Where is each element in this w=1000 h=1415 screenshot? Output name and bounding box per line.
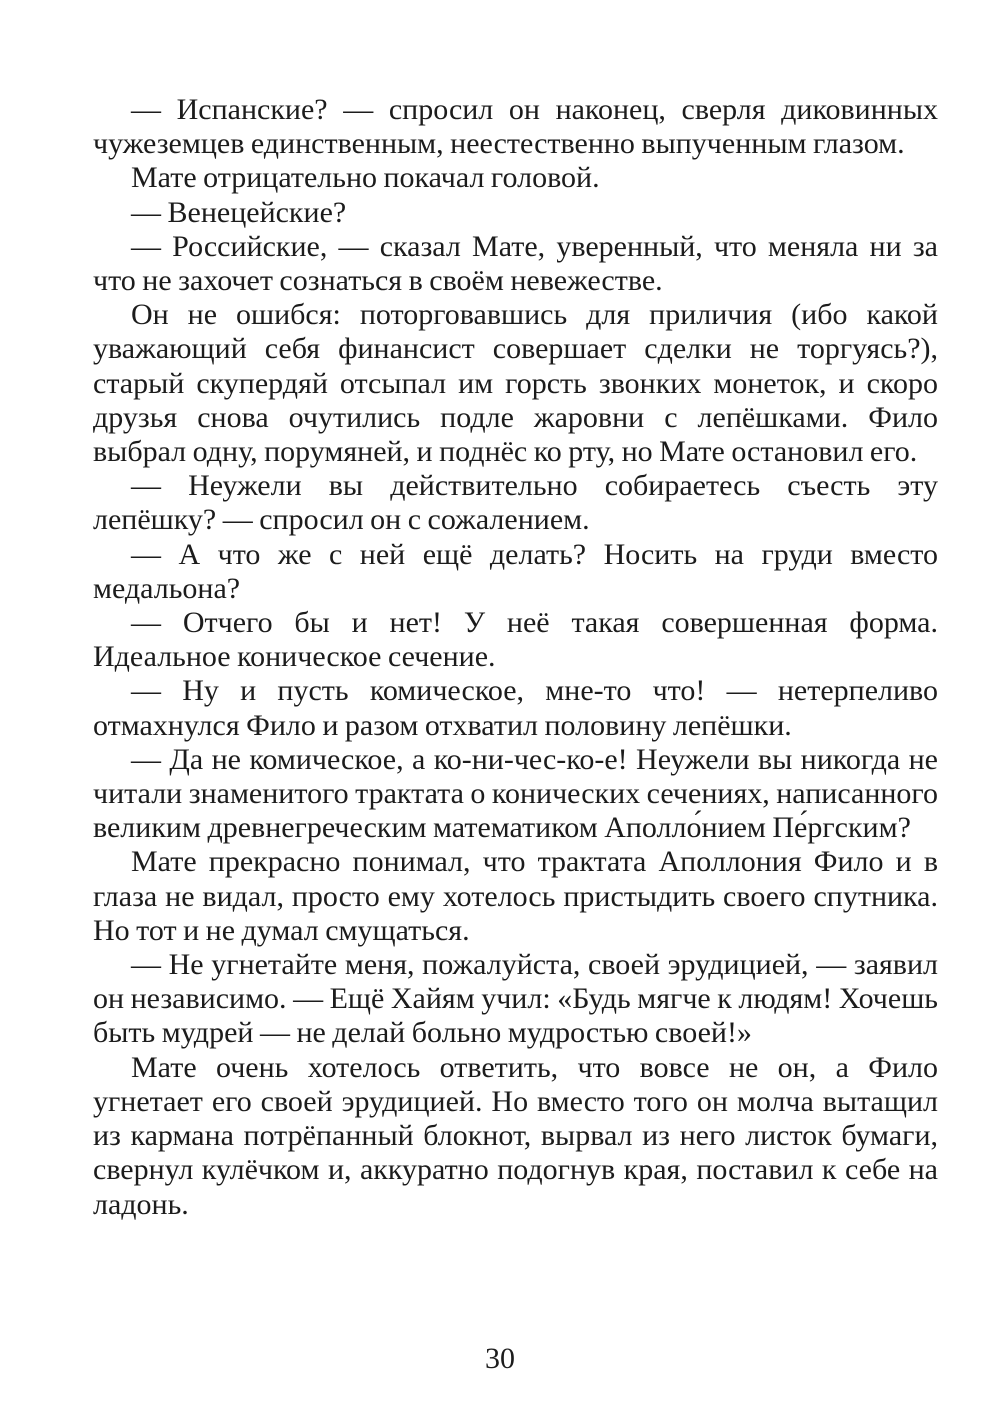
paragraph-7: — А что же с ней ещё делать? Носить на груди вместо медальона? (93, 537, 938, 605)
page-number: 30 (485, 1342, 515, 1375)
paragraph-10: — Да не комическое, а ко-ни-чес-ко-е! Неужели вы никогда не читали знаменитого трактата о конических сечениях, написанного великим древнегреческим математиком Аполло́нием Пе́ргским? (93, 742, 938, 845)
paragraph-2: Мате отрицательно покачал головой. (131, 161, 600, 195)
paragraph-9: — Ну и пусть комическое, мне-то что! — нетерпеливо отмахнулся Фило и разом отхватил половину лепёшки. (93, 674, 938, 742)
paragraph-8: — Отчего бы и нет! У неё такая совершенная форма. Идеальное коническое сечение. (93, 606, 938, 674)
paragraph-5: Он не ошибся: поторговавшись для приличия (ибо какой уважающий себя финансист совершает сделки не торгуясь?), старый скупердяй отсыпал им горсть звонких монеток, и скоро друзья снова очутились подле жаровни с лепёшками. Фило выбрал одну, порумяней, и поднёс ко рту, но Мате остановил его. (93, 298, 938, 469)
paragraph-11: Мате прекрасно понимал, что трактата Аполлония Фило и в глаза не видал, просто ему хотелось пристыдить своего спутника. Но тот и не думал смущаться. (93, 845, 938, 947)
paragraph-3: — Венецейские? (131, 195, 347, 229)
paragraph-13: Мате очень хотелось ответить, что вовсе не он, а Фило угнетает его своей эрудицией. Но вместо того он молча вытащил из кармана потрёпанный блокнот, вырвал из него листок бумаги, свернул кулёчком и, аккуратно подогнув края, поставил к себе на ладонь. (93, 1050, 938, 1221)
paragraph-6: — Неужели вы действительно собираетесь съесть эту лепёшку? — спросил он с сожалением. (93, 469, 938, 537)
paragraph-1: — Испанские? — спросил он наконец, сверля диковинных чужеземцев единственным, неестественно выпученным глазом. (93, 93, 938, 161)
paragraph-12: — Не угнетайте меня, пожалуйста, своей эрудицией, — заявил он независимо. — Ещё Хайям учил: «Будь мягче к людям! Хочешь быть мудрей — не делай больно мудростью своей!» (93, 948, 938, 1050)
paragraph-4: — Российские, — сказал Мате, уверенный, что меняла ни за что не захочет сознаться в своём невежестве. (93, 229, 938, 298)
body-text (93, 93, 938, 1222)
